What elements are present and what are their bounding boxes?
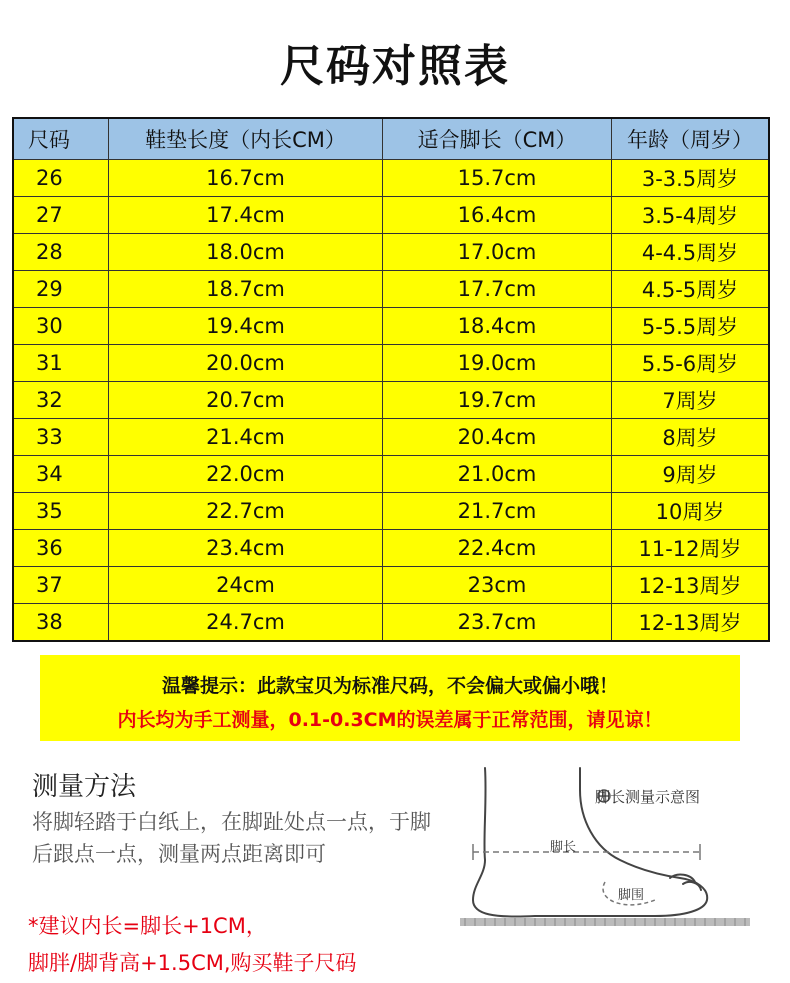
cell-size: 38 xyxy=(13,604,109,642)
table-row xyxy=(13,493,769,530)
cell-age: 3.5-4周岁 xyxy=(612,197,770,234)
cell-size: 27 xyxy=(13,197,109,234)
cell-size: 28 xyxy=(13,234,109,271)
cell-foot-length: 16.4cm xyxy=(383,197,612,234)
cell-size: 30 xyxy=(13,308,109,345)
cell-age: 10周岁 xyxy=(612,493,770,530)
cell-age: 9周岁 xyxy=(612,456,770,493)
cell-foot-length: 23cm xyxy=(383,567,612,604)
table-row xyxy=(13,271,769,308)
table-row xyxy=(13,419,769,456)
page-title: 尺码对照表 xyxy=(280,41,510,92)
cell-foot-length: 21.7cm xyxy=(383,493,612,530)
header-insole-length: 鞋垫长度（内长CM） xyxy=(109,118,383,160)
cell-insole-length: 22.7cm xyxy=(109,493,383,530)
diagram-legend: 脚长测量示意图 xyxy=(595,788,701,806)
cell-foot-length: 17.0cm xyxy=(383,234,612,271)
cell-insole-length: 18.0cm xyxy=(109,234,383,271)
cell-foot-length: 19.0cm xyxy=(383,345,612,382)
cell-size: 35 xyxy=(13,493,109,530)
size-suggestion-note xyxy=(28,908,458,982)
header-foot-length: 适合脚长（CM） xyxy=(383,118,612,160)
size-chart-table xyxy=(12,117,770,642)
cell-size: 31 xyxy=(13,345,109,382)
cell-foot-length: 18.4cm xyxy=(383,308,612,345)
note-line-1: *建议内长=脚长+1CM， xyxy=(28,914,267,938)
diagram-length-label: 脚长 xyxy=(550,840,577,855)
method-title: 测量方法 xyxy=(32,772,137,802)
method-description: 将脚轻踏于白纸上，在脚趾处点一点，于脚后跟点一点，测量两点距离即可 xyxy=(32,810,431,866)
notice-tip: 温馨提示：此款宝贝为标准尺码，不会偏大或偏小哦！ xyxy=(161,675,618,697)
cell-foot-length: 23.7cm xyxy=(383,604,612,642)
table-row xyxy=(13,604,769,642)
note-line-2: 脚胖/脚背高+1.5CM,购买鞋子尺码 xyxy=(28,951,357,975)
cell-size: 32 xyxy=(13,382,109,419)
table-row xyxy=(13,234,769,271)
cell-size: 26 xyxy=(13,160,109,197)
table-row xyxy=(13,345,769,382)
table-row xyxy=(13,567,769,604)
cell-insole-length: 23.4cm xyxy=(109,530,383,567)
cell-insole-length: 18.7cm xyxy=(109,271,383,308)
table-row xyxy=(13,160,769,197)
cell-size: 33 xyxy=(13,419,109,456)
cell-age: 11-12周岁 xyxy=(612,530,770,567)
cell-size: 29 xyxy=(13,271,109,308)
header-size: 尺码 xyxy=(13,118,109,160)
cell-foot-length: 19.7cm xyxy=(383,382,612,419)
cell-foot-length: 21.0cm xyxy=(383,456,612,493)
header-age: 年龄（周岁） xyxy=(612,118,770,160)
cell-age: 7周岁 xyxy=(612,382,770,419)
table-row xyxy=(13,308,769,345)
cell-age: 4-4.5周岁 xyxy=(612,234,770,271)
cell-foot-length: 22.4cm xyxy=(383,530,612,567)
cell-age: 8周岁 xyxy=(612,419,770,456)
cell-insole-length: 21.4cm xyxy=(109,419,383,456)
cell-foot-length: 15.7cm xyxy=(383,160,612,197)
cell-insole-length: 24cm xyxy=(109,567,383,604)
cell-insole-length: 19.4cm xyxy=(109,308,383,345)
cell-insole-length: 16.7cm xyxy=(109,160,383,197)
diagram-girth-label: 脚围 xyxy=(618,888,645,903)
cell-insole-length: 17.4cm xyxy=(109,197,383,234)
table-row xyxy=(13,382,769,419)
cell-insole-length: 24.7cm xyxy=(109,604,383,642)
notice-error-range: 内长均为手工测量，0.1-0.3CM的误差属于正常范围，请见谅！ xyxy=(117,709,663,731)
cell-insole-length: 20.7cm xyxy=(109,382,383,419)
cell-insole-length: 20.0cm xyxy=(109,345,383,382)
cell-age: 12-13周岁 xyxy=(612,567,770,604)
cell-age: 12-13周岁 xyxy=(612,604,770,642)
cell-age: 3-3.5周岁 xyxy=(612,160,770,197)
cell-foot-length: 20.4cm xyxy=(383,419,612,456)
table-header-row xyxy=(13,118,769,160)
cell-insole-length: 22.0cm xyxy=(109,456,383,493)
cell-size: 37 xyxy=(13,567,109,604)
notice-banner xyxy=(40,655,740,741)
table-row xyxy=(13,456,769,493)
cell-age: 4.5-5周岁 xyxy=(612,271,770,308)
cell-size: 34 xyxy=(13,456,109,493)
table-row xyxy=(13,530,769,567)
cell-foot-length: 17.7cm xyxy=(383,271,612,308)
cell-age: 5-5.5周岁 xyxy=(612,308,770,345)
cell-size: 36 xyxy=(13,530,109,567)
cell-age: 5.5-6周岁 xyxy=(612,345,770,382)
table-row xyxy=(13,197,769,234)
